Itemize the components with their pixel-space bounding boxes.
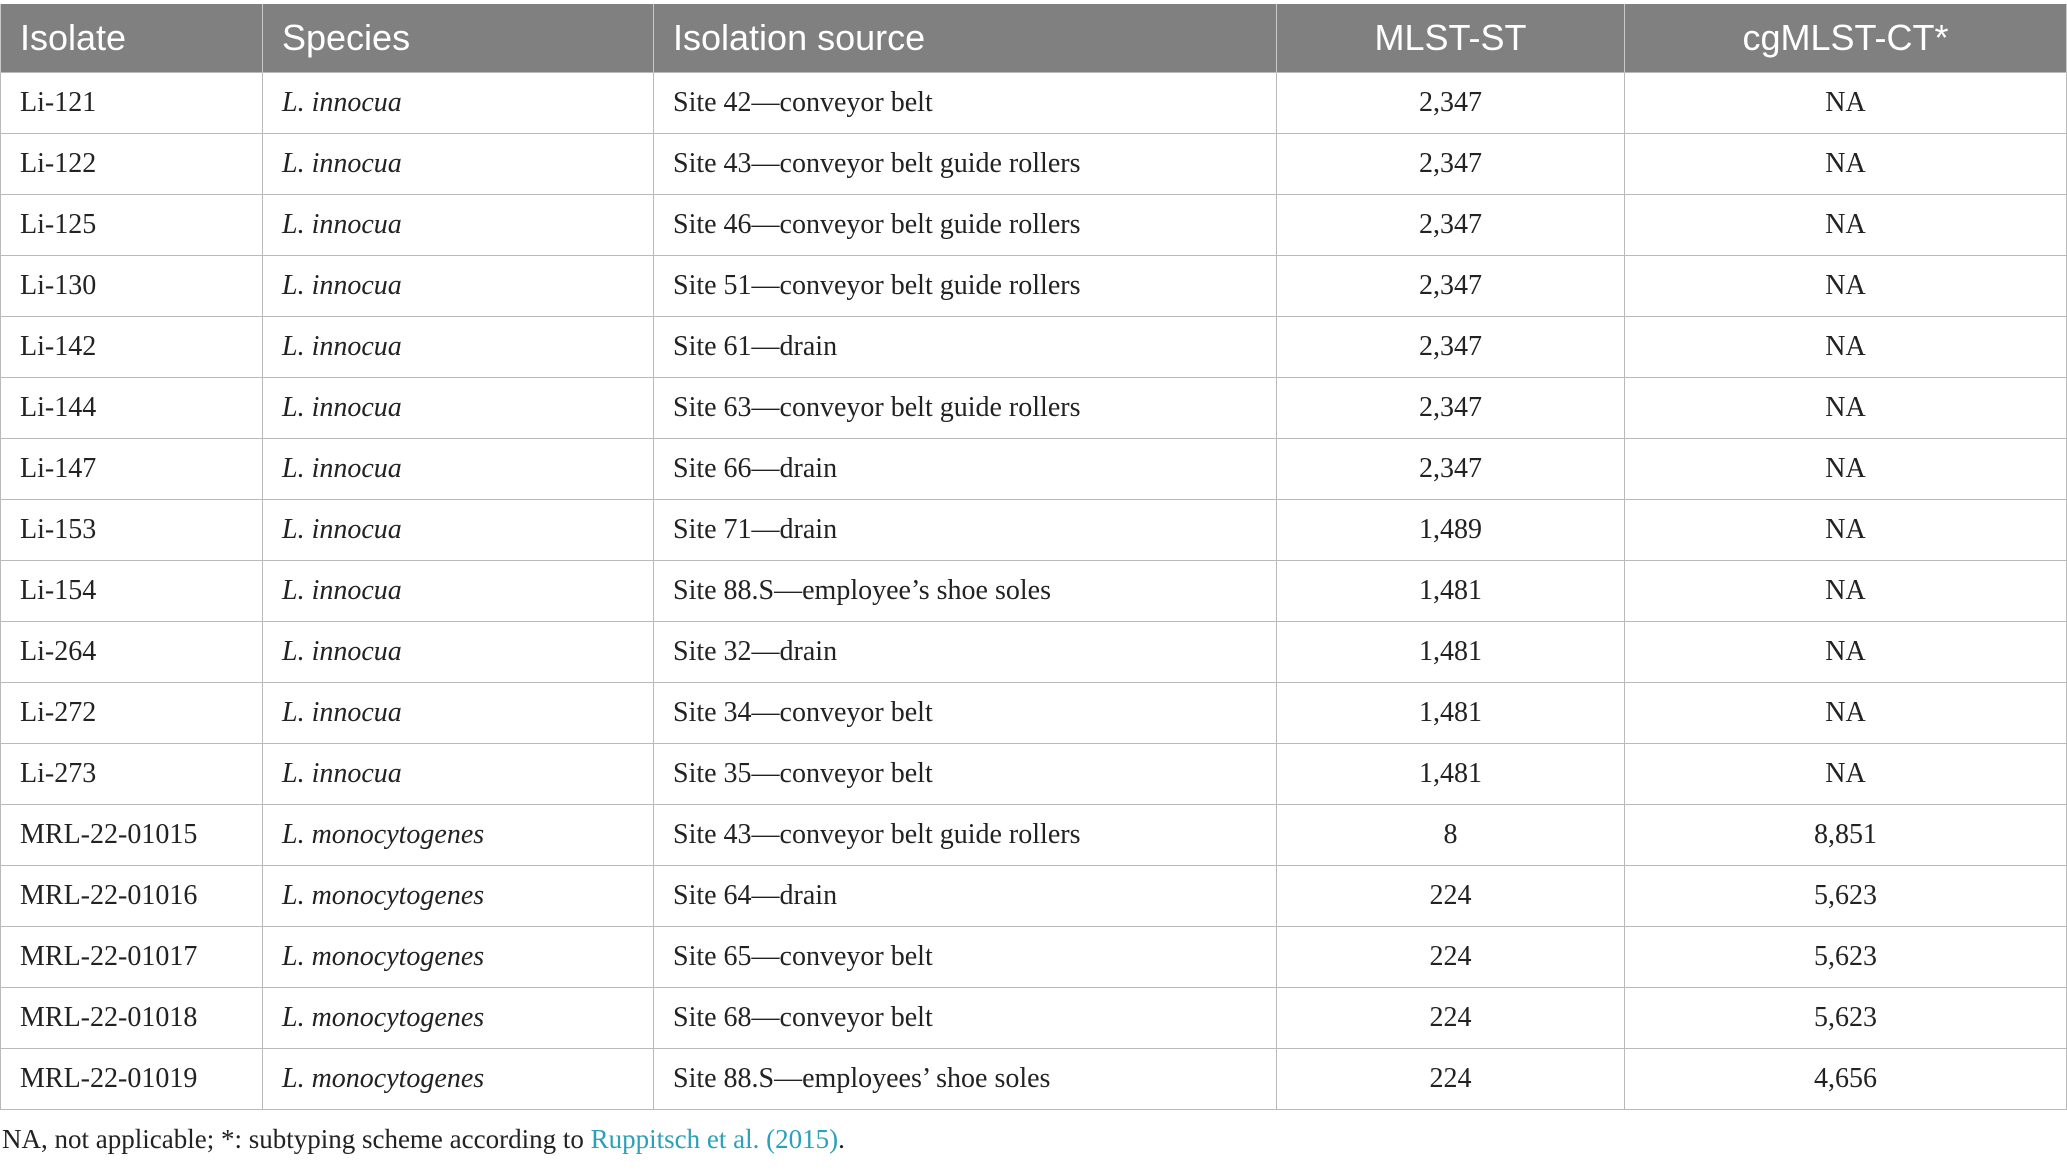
cell-mlst-st: 2,347 (1277, 195, 1625, 256)
table-row (1, 744, 2067, 805)
table-row (1, 988, 2067, 1049)
table-row (1, 805, 2067, 866)
cell-isolation-source: Site 34—conveyor belt (654, 683, 1277, 744)
data-table-container (0, 4, 2067, 1110)
cell-mlst-st: 2,347 (1277, 317, 1625, 378)
cell-isolation-source: Site 68—conveyor belt (654, 988, 1277, 1049)
cell-mlst-st: 1,481 (1277, 622, 1625, 683)
table-row (1, 866, 2067, 927)
cell-mlst-st: 224 (1277, 988, 1625, 1049)
cell-species: L. innocua (263, 256, 654, 317)
cell-cgmlst-ct: 5,623 (1625, 866, 2067, 927)
cell-cgmlst-ct: 8,851 (1625, 805, 2067, 866)
cell-mlst-st: 2,347 (1277, 73, 1625, 134)
cell-isolation-source: Site 63—conveyor belt guide rollers (654, 378, 1277, 439)
cell-isolate: Li-121 (1, 73, 263, 134)
cell-species: L. innocua (263, 744, 654, 805)
cell-mlst-st: 224 (1277, 927, 1625, 988)
cell-mlst-st: 1,481 (1277, 683, 1625, 744)
table-body (1, 73, 2067, 1110)
cell-isolate: Li-273 (1, 744, 263, 805)
cell-cgmlst-ct: NA (1625, 683, 2067, 744)
cell-mlst-st: 224 (1277, 1049, 1625, 1110)
cell-mlst-st: 2,347 (1277, 256, 1625, 317)
cell-cgmlst-ct: 4,656 (1625, 1049, 2067, 1110)
cell-cgmlst-ct: NA (1625, 500, 2067, 561)
cell-mlst-st: 1,481 (1277, 561, 1625, 622)
cell-species: L. monocytogenes (263, 866, 654, 927)
table-row (1, 927, 2067, 988)
cell-isolate: Li-153 (1, 500, 263, 561)
cell-isolation-source: Site 51—conveyor belt guide rollers (654, 256, 1277, 317)
cell-isolation-source: Site 43—conveyor belt guide rollers (654, 805, 1277, 866)
cell-isolation-source: Site 65—conveyor belt (654, 927, 1277, 988)
cell-species: L. monocytogenes (263, 988, 654, 1049)
table-footnote (2, 1124, 845, 1155)
cell-isolation-source: Site 88.S—employee’s shoe soles (654, 561, 1277, 622)
cell-isolation-source: Site 61—drain (654, 317, 1277, 378)
table-row (1, 73, 2067, 134)
cell-isolate: Li-264 (1, 622, 263, 683)
cell-isolate: Li-142 (1, 317, 263, 378)
cell-isolation-source: Site 42—conveyor belt (654, 73, 1277, 134)
cell-species: L. innocua (263, 73, 654, 134)
table-row (1, 683, 2067, 744)
table-row (1, 1049, 2067, 1110)
cell-species: L. innocua (263, 683, 654, 744)
header-mlst-st: MLST-ST (1277, 4, 1625, 73)
cell-mlst-st: 224 (1277, 866, 1625, 927)
table-row (1, 622, 2067, 683)
cell-isolate: Li-144 (1, 378, 263, 439)
table-header-row (1, 4, 2067, 73)
cell-mlst-st: 8 (1277, 805, 1625, 866)
cell-cgmlst-ct: NA (1625, 744, 2067, 805)
cell-cgmlst-ct: NA (1625, 73, 2067, 134)
table-row (1, 134, 2067, 195)
header-isolate: Isolate (1, 4, 263, 73)
cell-mlst-st: 1,481 (1277, 744, 1625, 805)
cell-species: L. innocua (263, 561, 654, 622)
cell-species: L. monocytogenes (263, 927, 654, 988)
cell-species: L. innocua (263, 195, 654, 256)
cell-isolate: Li-122 (1, 134, 263, 195)
cell-cgmlst-ct: NA (1625, 317, 2067, 378)
cell-cgmlst-ct: 5,623 (1625, 988, 2067, 1049)
cell-isolate: MRL-22-01015 (1, 805, 263, 866)
cell-isolate: Li-154 (1, 561, 263, 622)
cell-mlst-st: 1,489 (1277, 500, 1625, 561)
citation-link[interactable]: Ruppitsch et al. (2015) (590, 1124, 839, 1154)
cell-isolate: Li-130 (1, 256, 263, 317)
header-cgmlst-ct: cgMLST-CT* (1625, 4, 2067, 73)
isolates-table (0, 4, 2067, 1110)
table-row (1, 378, 2067, 439)
cell-isolate: MRL-22-01016 (1, 866, 263, 927)
cell-isolate: MRL-22-01017 (1, 927, 263, 988)
cell-species: L. innocua (263, 439, 654, 500)
cell-isolate: Li-125 (1, 195, 263, 256)
cell-cgmlst-ct: NA (1625, 622, 2067, 683)
cell-isolate: Li-272 (1, 683, 263, 744)
table-row (1, 317, 2067, 378)
cell-cgmlst-ct: NA (1625, 561, 2067, 622)
cell-isolate: Li-147 (1, 439, 263, 500)
cell-cgmlst-ct: NA (1625, 256, 2067, 317)
cell-cgmlst-ct: NA (1625, 134, 2067, 195)
cell-isolation-source: Site 35—conveyor belt (654, 744, 1277, 805)
cell-species: L. innocua (263, 622, 654, 683)
table-row (1, 500, 2067, 561)
cell-isolation-source: Site 64—drain (654, 866, 1277, 927)
cell-isolation-source: Site 66—drain (654, 439, 1277, 500)
header-species: Species (263, 4, 654, 73)
footnote-text: NA, not applicable; *: subtyping scheme according to (2, 1124, 591, 1154)
cell-isolation-source: Site 71—drain (654, 500, 1277, 561)
cell-isolate: MRL-22-01018 (1, 988, 263, 1049)
cell-cgmlst-ct: NA (1625, 439, 2067, 500)
footnote-end: . (838, 1124, 845, 1154)
cell-isolation-source: Site 32—drain (654, 622, 1277, 683)
cell-isolation-source: Site 46—conveyor belt guide rollers (654, 195, 1277, 256)
cell-species: L. monocytogenes (263, 805, 654, 866)
cell-isolation-source: Site 43—conveyor belt guide rollers (654, 134, 1277, 195)
cell-species: L. innocua (263, 378, 654, 439)
table-row (1, 561, 2067, 622)
cell-species: L. innocua (263, 500, 654, 561)
cell-mlst-st: 2,347 (1277, 378, 1625, 439)
cell-isolation-source: Site 88.S—employees’ shoe soles (654, 1049, 1277, 1110)
cell-mlst-st: 2,347 (1277, 134, 1625, 195)
cell-species: L. innocua (263, 317, 654, 378)
cell-cgmlst-ct: NA (1625, 378, 2067, 439)
cell-cgmlst-ct: 5,623 (1625, 927, 2067, 988)
table-row (1, 439, 2067, 500)
header-isolation-source: Isolation source (654, 4, 1277, 73)
cell-species: L. monocytogenes (263, 1049, 654, 1110)
cell-isolate: MRL-22-01019 (1, 1049, 263, 1110)
table-row (1, 256, 2067, 317)
cell-mlst-st: 2,347 (1277, 439, 1625, 500)
cell-cgmlst-ct: NA (1625, 195, 2067, 256)
table-row (1, 195, 2067, 256)
cell-species: L. innocua (263, 134, 654, 195)
